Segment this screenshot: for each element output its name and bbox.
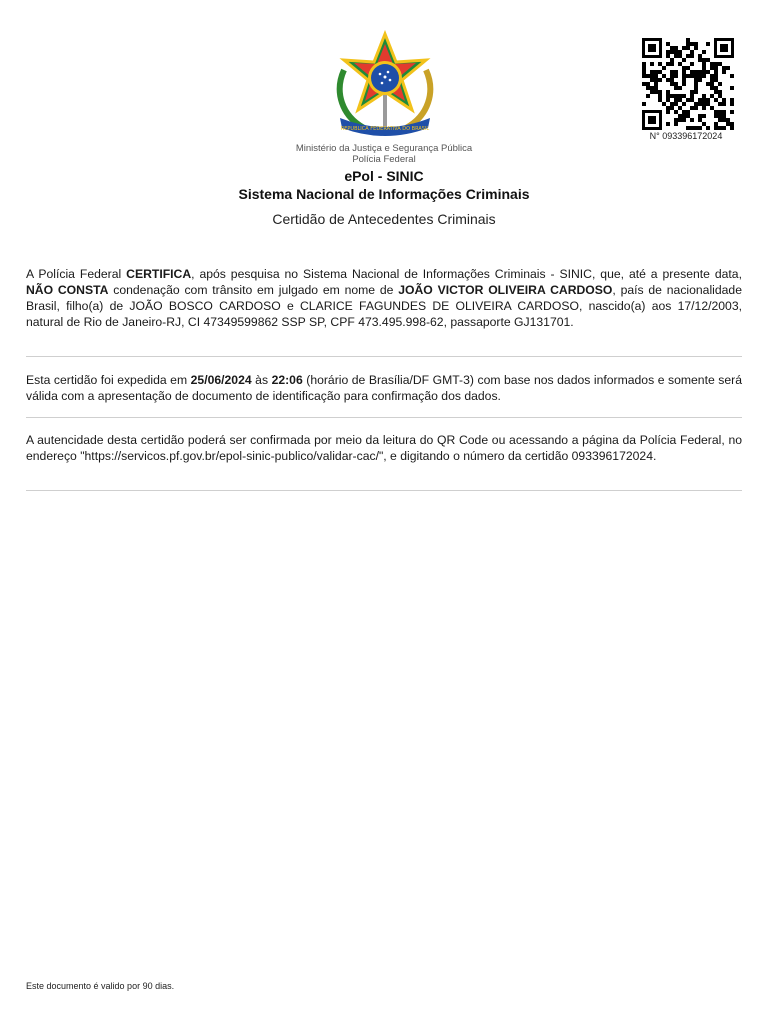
qr-module bbox=[730, 98, 734, 102]
qr-module bbox=[702, 94, 706, 98]
person-name: JOÃO VICTOR OLIVEIRA CARDOSO bbox=[398, 283, 613, 297]
qr-module bbox=[642, 82, 646, 86]
qr-module bbox=[722, 66, 726, 70]
qr-module bbox=[686, 126, 690, 130]
qr-module bbox=[686, 110, 690, 114]
qr-module bbox=[670, 82, 674, 86]
nao-consta-keyword: NÃO CONSTA bbox=[26, 283, 109, 297]
ministry-name: Ministério da Justiça e Segurança Pública bbox=[295, 143, 473, 154]
qr-module bbox=[658, 94, 662, 98]
certifica-keyword: CERTIFICA bbox=[126, 267, 192, 281]
qr-module bbox=[654, 74, 658, 78]
qr-module bbox=[694, 126, 698, 130]
issuance-text: (horário de Brasília/DF GMT-3) com base nos dados informados e somente será válida com a apresentação de documento de identificação para confirmação dos dados. bbox=[26, 373, 742, 403]
qr-module bbox=[650, 90, 654, 94]
qr-module bbox=[670, 94, 674, 98]
qr-module bbox=[690, 62, 694, 66]
qr-module bbox=[670, 50, 674, 54]
qr-module bbox=[654, 78, 658, 82]
qr-module bbox=[642, 66, 646, 70]
qr-module bbox=[698, 58, 702, 62]
qr-module bbox=[714, 70, 718, 74]
qr-module bbox=[730, 74, 734, 78]
qr-module bbox=[682, 66, 686, 70]
qr-module bbox=[666, 110, 670, 114]
qr-module bbox=[690, 118, 694, 122]
qr-module bbox=[650, 62, 654, 66]
qr-module bbox=[674, 54, 678, 58]
qr-module bbox=[678, 86, 682, 90]
qr-module bbox=[710, 82, 714, 86]
qr-module bbox=[642, 62, 646, 66]
qr-module bbox=[690, 70, 694, 74]
qr-module bbox=[694, 74, 698, 78]
qr-module bbox=[646, 86, 650, 90]
qr-module bbox=[698, 74, 702, 78]
divider bbox=[26, 490, 742, 491]
qr-module bbox=[690, 94, 694, 98]
qr-module bbox=[666, 94, 670, 98]
qr-module bbox=[674, 102, 678, 106]
qr-module bbox=[714, 66, 718, 70]
qr-module bbox=[670, 78, 674, 82]
qr-module bbox=[714, 90, 718, 94]
qr-module bbox=[730, 86, 734, 90]
qr-module bbox=[702, 106, 706, 110]
qr-module bbox=[706, 42, 710, 46]
qr-module bbox=[662, 66, 666, 70]
qr-module bbox=[674, 122, 678, 126]
qr-module bbox=[718, 94, 722, 98]
issuance-paragraph bbox=[26, 372, 742, 404]
qr-module bbox=[694, 86, 698, 90]
qr-module bbox=[718, 118, 722, 122]
qr-module bbox=[698, 98, 702, 102]
qr-module bbox=[726, 66, 730, 70]
qr-module bbox=[722, 126, 726, 130]
qr-module bbox=[702, 50, 706, 54]
certificate-number: N° 093396172024 bbox=[649, 131, 723, 141]
qr-module bbox=[686, 98, 690, 102]
qr-module bbox=[642, 74, 646, 78]
qr-module bbox=[690, 42, 694, 46]
qr-module bbox=[674, 98, 678, 102]
qr-module bbox=[726, 118, 730, 122]
qr-module bbox=[674, 82, 678, 86]
issue-time: 22:06 bbox=[271, 373, 303, 387]
qr-module bbox=[666, 98, 670, 102]
qr-module bbox=[670, 102, 674, 106]
qr-module bbox=[714, 114, 718, 118]
qr-module bbox=[666, 122, 670, 126]
qr-module bbox=[678, 62, 682, 66]
divider bbox=[26, 356, 742, 357]
qr-module bbox=[714, 86, 718, 90]
qr-module bbox=[690, 106, 694, 110]
qr-module bbox=[706, 102, 710, 106]
qr-module bbox=[722, 70, 726, 74]
qr-module bbox=[694, 78, 698, 82]
agency-name: Polícia Federal bbox=[352, 154, 416, 165]
qr-module bbox=[646, 94, 650, 98]
qr-module bbox=[698, 118, 702, 122]
qr-module bbox=[650, 86, 654, 90]
qr-module bbox=[674, 46, 678, 50]
qr-module bbox=[670, 70, 674, 74]
qr-module bbox=[694, 102, 698, 106]
qr-module bbox=[674, 110, 678, 114]
qr-module bbox=[706, 58, 710, 62]
qr-module bbox=[682, 82, 686, 86]
qr-code bbox=[642, 38, 734, 130]
qr-module bbox=[698, 78, 702, 82]
qr-module bbox=[702, 102, 706, 106]
qr-module bbox=[702, 114, 706, 118]
qr-module bbox=[682, 46, 686, 50]
qr-module bbox=[654, 86, 658, 90]
qr-module bbox=[650, 74, 654, 78]
qr-module bbox=[710, 66, 714, 70]
qr-module bbox=[670, 58, 674, 62]
qr-module bbox=[686, 74, 690, 78]
qr-module bbox=[730, 126, 734, 130]
qr-module bbox=[710, 74, 714, 78]
issue-date: 25/06/2024 bbox=[190, 373, 252, 387]
qr-module bbox=[682, 110, 686, 114]
qr-module bbox=[710, 106, 714, 110]
qr-module bbox=[702, 62, 706, 66]
qr-module bbox=[662, 102, 666, 106]
qr-module bbox=[674, 94, 678, 98]
qr-module bbox=[718, 82, 722, 86]
qr-module bbox=[682, 70, 686, 74]
qr-module bbox=[698, 54, 702, 58]
qr-module bbox=[650, 78, 654, 82]
qr-module bbox=[674, 50, 678, 54]
qr-module bbox=[682, 94, 686, 98]
qr-module bbox=[654, 70, 658, 74]
divider bbox=[26, 417, 742, 418]
qr-module bbox=[702, 122, 706, 126]
qr-module bbox=[682, 58, 686, 62]
qr-module bbox=[690, 54, 694, 58]
certification-text: , após pesquisa no Sistema Nacional de Informações Criminais - SINIC, que, até a presente data, bbox=[191, 267, 742, 281]
qr-module bbox=[666, 50, 670, 54]
qr-module bbox=[662, 74, 666, 78]
qr-module bbox=[698, 102, 702, 106]
qr-module bbox=[650, 70, 654, 74]
qr-module bbox=[666, 62, 670, 66]
qr-module bbox=[702, 58, 706, 62]
coat-of-arms bbox=[330, 30, 440, 138]
qr-module bbox=[718, 126, 722, 130]
qr-module bbox=[714, 110, 718, 114]
qr-module bbox=[694, 70, 698, 74]
qr-module bbox=[714, 78, 718, 82]
qr-module bbox=[722, 102, 726, 106]
qr-module bbox=[666, 90, 670, 94]
qr-module bbox=[694, 82, 698, 86]
system-full-name: Sistema Nacional de Informações Criminais bbox=[238, 186, 530, 202]
qr-module bbox=[666, 42, 670, 46]
qr-module bbox=[658, 78, 662, 82]
qr-module bbox=[702, 98, 706, 102]
qr-module bbox=[722, 114, 726, 118]
qr-module bbox=[714, 98, 718, 102]
qr-module bbox=[690, 90, 694, 94]
qr-module bbox=[686, 114, 690, 118]
qr-module bbox=[670, 106, 674, 110]
certification-paragraph bbox=[26, 266, 742, 330]
qr-module bbox=[670, 62, 674, 66]
qr-module bbox=[698, 70, 702, 74]
qr-module bbox=[682, 74, 686, 78]
qr-module bbox=[674, 118, 678, 122]
qr-module bbox=[726, 122, 730, 126]
qr-module bbox=[666, 78, 670, 82]
qr-module bbox=[658, 90, 662, 94]
qr-module bbox=[686, 54, 690, 58]
qr-module bbox=[706, 126, 710, 130]
qr-module bbox=[646, 82, 650, 86]
qr-module bbox=[722, 118, 726, 122]
qr-module bbox=[698, 126, 702, 130]
qr-module bbox=[686, 46, 690, 50]
qr-module bbox=[702, 74, 706, 78]
authenticity-paragraph: A autencidade desta certidão poderá ser confirmada por meio da leitura do QR Code ou acessando a página da Polícia Federal, no endereço "https://servicos.pf.gov.br/epol-sinic-publico/validar-cac/", e digitando o número da certidão 093396172024. bbox=[26, 433, 742, 463]
qr-module bbox=[690, 74, 694, 78]
person-details: , país de nacionalidade Brasil, filho(a) de JOÃO BOSCO CARDOSO e CLARICE FAGUNDES DE OLIVEIRA CARDOSO, nascido(a) aos 17/12/2003, natural de Rio de Janeiro-RJ, CI 47349599862 SSP SP, CPF 473.495.998-62, passaporte GJ131701. bbox=[26, 283, 742, 329]
qr-module bbox=[674, 74, 678, 78]
qr-module bbox=[678, 50, 682, 54]
qr-module bbox=[670, 46, 674, 50]
qr-module bbox=[658, 70, 662, 74]
qr-module bbox=[654, 82, 658, 86]
qr-module bbox=[710, 62, 714, 66]
qr-module bbox=[682, 78, 686, 82]
qr-module bbox=[706, 82, 710, 86]
qr-module bbox=[730, 110, 734, 114]
qr-module bbox=[682, 102, 686, 106]
qr-module bbox=[690, 50, 694, 54]
qr-module bbox=[694, 46, 698, 50]
qr-module bbox=[670, 74, 674, 78]
qr-module bbox=[686, 38, 690, 42]
qr-module bbox=[730, 102, 734, 106]
qr-module bbox=[718, 114, 722, 118]
qr-module bbox=[710, 78, 714, 82]
qr-module bbox=[698, 114, 702, 118]
qr-module bbox=[722, 98, 726, 102]
qr-module bbox=[722, 110, 726, 114]
qr-module bbox=[718, 102, 722, 106]
qr-module bbox=[706, 98, 710, 102]
qr-module bbox=[714, 122, 718, 126]
qr-module bbox=[678, 106, 682, 110]
qr-module bbox=[710, 94, 714, 98]
qr-module bbox=[678, 114, 682, 118]
qr-module bbox=[714, 62, 718, 66]
qr-module bbox=[718, 62, 722, 66]
qr-module bbox=[682, 114, 686, 118]
issuance-text: Esta certidão foi expedida em bbox=[26, 373, 191, 387]
qr-module bbox=[686, 66, 690, 70]
qr-module bbox=[658, 62, 662, 66]
qr-module bbox=[718, 110, 722, 114]
brazil-coat-of-arms-icon bbox=[330, 30, 440, 138]
certification-text: A Polícia Federal bbox=[26, 267, 127, 281]
qr-module bbox=[718, 90, 722, 94]
qr-module bbox=[690, 126, 694, 130]
qr-module bbox=[714, 74, 718, 78]
qr-module bbox=[694, 106, 698, 110]
qr-code-icon bbox=[642, 38, 734, 130]
svg-text:REPUBLICA FEDERATIVA DO BRASIL: REPUBLICA FEDERATIVA DO BRASIL bbox=[340, 126, 430, 132]
qr-module bbox=[706, 70, 710, 74]
document-title: Certidão de Antecedentes Criminais bbox=[272, 211, 496, 227]
issuance-text: às bbox=[251, 373, 272, 387]
qr-module bbox=[678, 118, 682, 122]
qr-module bbox=[674, 86, 678, 90]
qr-module bbox=[658, 98, 662, 102]
qr-module bbox=[714, 126, 718, 130]
qr-module bbox=[642, 102, 646, 106]
qr-module bbox=[690, 98, 694, 102]
qr-module bbox=[682, 118, 686, 122]
qr-module bbox=[678, 94, 682, 98]
validity-note: Este documento é valido por 90 dias. bbox=[26, 981, 175, 991]
qr-module bbox=[678, 54, 682, 58]
qr-module bbox=[702, 66, 706, 70]
qr-module bbox=[730, 122, 734, 126]
qr-module bbox=[678, 98, 682, 102]
qr-module bbox=[694, 90, 698, 94]
qr-module bbox=[702, 70, 706, 74]
qr-module bbox=[646, 74, 650, 78]
qr-module bbox=[710, 86, 714, 90]
qr-module bbox=[642, 70, 646, 74]
system-title: ePol - SINIC bbox=[344, 168, 424, 184]
qr-module bbox=[666, 54, 670, 58]
qr-module bbox=[686, 42, 690, 46]
qr-module bbox=[666, 106, 670, 110]
qr-module bbox=[694, 42, 698, 46]
qr-module bbox=[674, 70, 678, 74]
qr-module bbox=[654, 90, 658, 94]
certification-text: condenação com trânsito em julgado em nome de bbox=[108, 283, 399, 297]
